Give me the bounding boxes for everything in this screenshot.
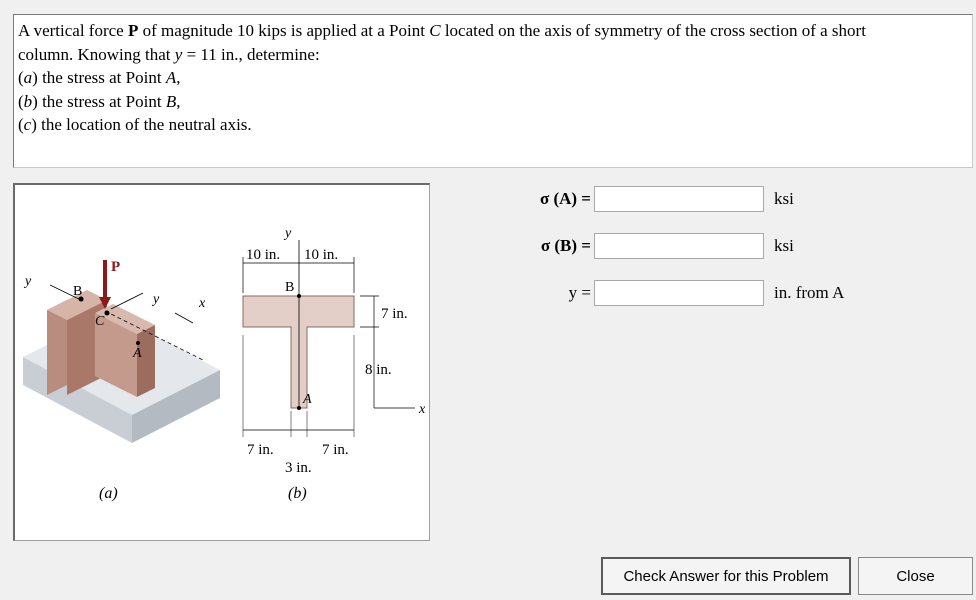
- tee-section: [243, 296, 354, 408]
- close-button[interactable]: Close: [858, 557, 973, 595]
- check-answer-button[interactable]: Check Answer for this Problem: [601, 557, 851, 595]
- problem-line-2: column. Knowing that y = 11 in., determine:: [18, 44, 320, 64]
- label-B-a: B: [73, 284, 83, 299]
- sigma-b-label: σ (B) =: [540, 236, 591, 255]
- y-unit: in. from A: [774, 283, 845, 302]
- y-input[interactable]: [594, 280, 764, 306]
- dim-top-right: 10 in.: [304, 247, 339, 263]
- caption-a: (a): [99, 485, 118, 502]
- stem-right: [137, 325, 155, 397]
- figure-a: [23, 259, 220, 502]
- sigma-b-input[interactable]: [594, 233, 764, 259]
- figure-b: [243, 226, 426, 502]
- problem-line-3: (a) the stress at Point A,: [18, 68, 181, 87]
- label-y-left: y: [25, 274, 32, 289]
- point-a-b-dot: [297, 406, 301, 410]
- sigma-a-label: σ (A) =: [539, 189, 591, 208]
- answer-row-sigma-a: [500, 184, 794, 214]
- point-a-dot: [136, 341, 140, 345]
- point-b-b-dot: [297, 294, 301, 298]
- dim-7-left: 7 in.: [247, 442, 274, 458]
- label-B-b: B: [285, 280, 295, 295]
- figure-drawing: [15, 185, 430, 541]
- label-A-b: A: [303, 392, 312, 407]
- dim-3: 3 in.: [285, 460, 312, 476]
- label-y-b: y: [285, 226, 292, 241]
- problem-figure: [13, 183, 430, 541]
- problem-line-5: (c) the location of the neutral axis.: [18, 115, 252, 134]
- dim-top-left: 10 in.: [246, 247, 281, 263]
- problem-statement: [13, 14, 973, 168]
- y-axis-line: [111, 293, 143, 309]
- answer-row-y: [500, 278, 844, 308]
- problem-line-1: A vertical force P of magnitude 10 kips is applied at a Point C located on the axis of symmetry of the cross section of a short: [18, 21, 866, 40]
- sigma-a-input[interactable]: [594, 186, 764, 212]
- dim-7-top: 7 in.: [381, 306, 408, 322]
- sigma-a-unit: ksi: [774, 189, 794, 208]
- label-x-b: x: [419, 402, 426, 417]
- label-C: C: [95, 314, 105, 329]
- label-P: P: [111, 259, 121, 275]
- dim-8: 8 in.: [365, 362, 392, 378]
- y-label: y =: [568, 283, 591, 302]
- label-x-a: x: [199, 296, 206, 311]
- problem-line-4: (b) the stress at Point B,: [18, 91, 181, 111]
- answer-panel: [500, 183, 970, 323]
- x-axis-line: [175, 313, 193, 323]
- label-A-a: A: [133, 346, 142, 361]
- sigma-b-unit: ksi: [774, 236, 794, 255]
- answer-row-sigma-b: [500, 231, 794, 261]
- dim-7-right: 7 in.: [322, 442, 349, 458]
- caption-b: (b): [288, 485, 307, 502]
- label-y-mid: y: [153, 292, 160, 307]
- point-c-dot: [105, 311, 110, 316]
